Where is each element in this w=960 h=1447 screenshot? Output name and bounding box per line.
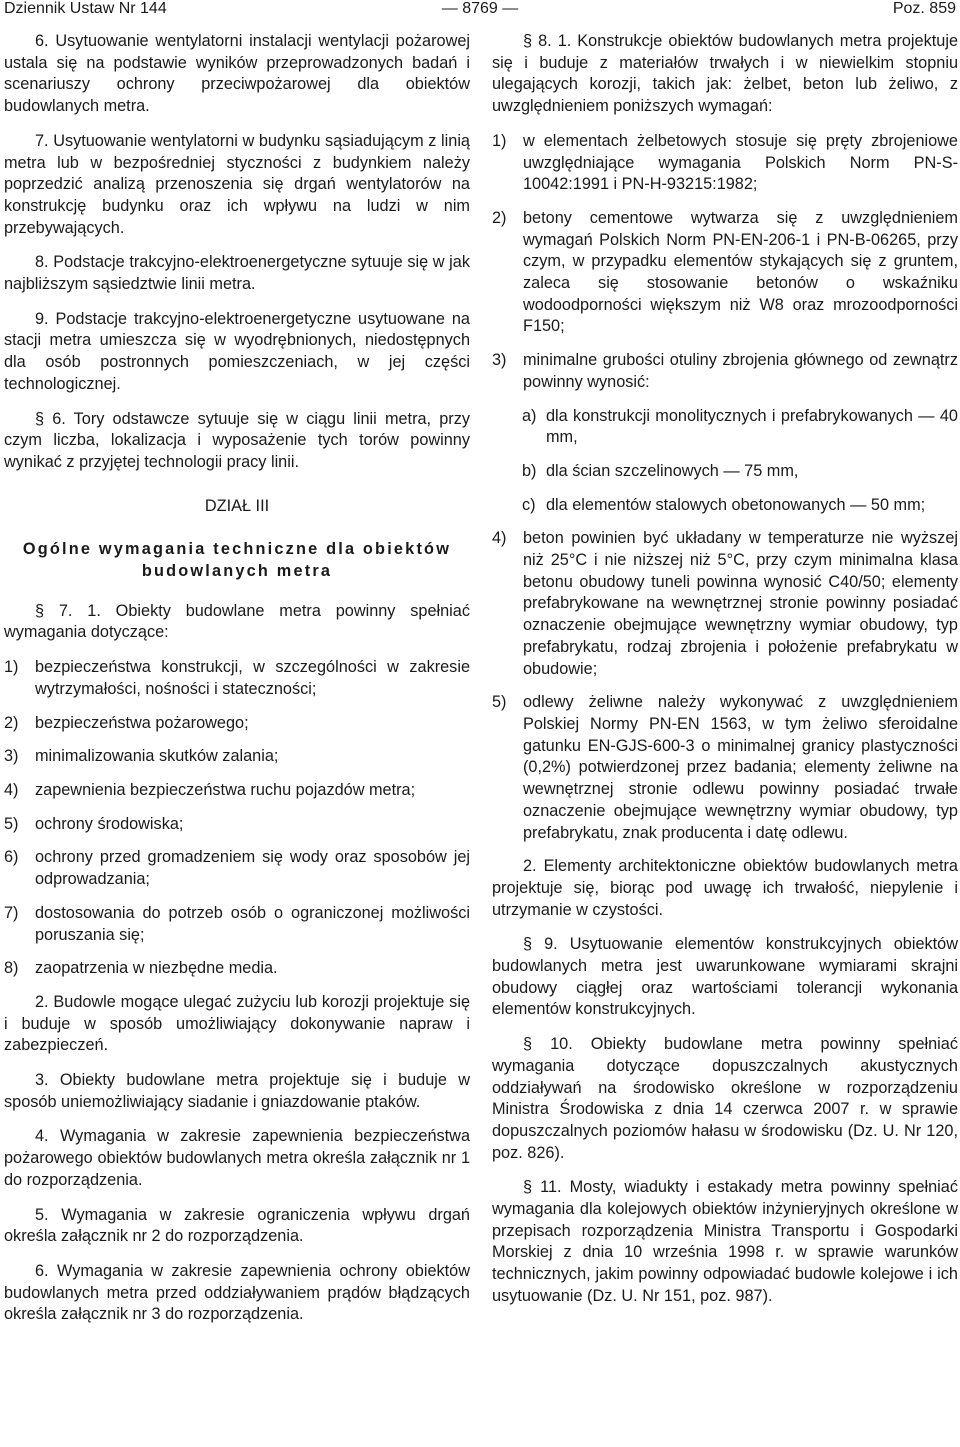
section-7-4: 4. Wymagania w zakresie zapewnienia bezpieczeństwa pożarowego obiektów budowlanych metra określa załącznik nr 1 do rozporządzenia. (4, 1127, 470, 1189)
sub-list-item-text: dla konstrukcji monolitycznych i prefabrykowanych — 40 mm, (546, 406, 958, 447)
list-item-number: 3) (4, 747, 19, 766)
list-item-number: 7) (4, 903, 19, 922)
list-item-text: bezpieczeństwa pożarowego; (35, 713, 249, 732)
section-7-1: § 7. 1. Obiekty budowlane metra powinny spełniać wymagania dotyczące: (4, 601, 470, 642)
list-item-text: bezpieczeństwa konstrukcji, w szczególności w zakresie wytrzymałości, nośności i stateczności; (35, 658, 470, 698)
list-item-text: ochrony środowiska; (35, 814, 184, 833)
list-item-text: zaopatrzenia w niezbędne media. (35, 959, 278, 978)
list-item-text: betony cementowe wytwarza się z uwzględnieniem wymagań Polskich Norm PN-EN-206-1 i PN-B-06265, przy czym, w przypadku elementów stykających się z gruntem, zaleca się stosowanie betonów o wskaźniku wodoodporności większym niż W8 oraz mrozoodporności F150; (523, 208, 958, 336)
section-11: § 11. Mosty, wiadukty i estakady metra powinny spełniać wymagania dla kolejowych obiektów inżynieryjnych określone w przepisach rozporządzenia Ministra Transportu i Gospodarki Morskiej z dnia 10 września 1998 r. w sprawie warunków technicznych, jakim powinny odpowiadać budowle kolejowe i ich usytuowanie (Dz. U. Nr 151, poz. 987). (492, 1178, 958, 1305)
sub-list-item-letter: a) (522, 406, 537, 425)
list-item (4, 958, 470, 980)
section-8-1: § 8. 1. Konstrukcje obiektów budowlanych metra projektuje się i buduje z materiałów trwałych i w niewielkim stopniu ulegających korozji, takich jak: żelbet, beton lub żeliwo, z uwzględnieniem poniższych wymagań: (492, 32, 958, 116)
list-item (492, 350, 958, 393)
paragraph-9: 9. Podstacje trakcyjno-elektroenergetyczne usytuowane na stacji metra umieszcza się w wyodrębnionych, niedostępnych dla osób postronnych pomieszczeniach, w jej części technologicznej. (4, 309, 470, 393)
page-number: — 8769 — (441, 0, 519, 17)
section-10: § 10. Obiekty budowlane metra powinny spełniać wymagania dotyczące dopuszczalnych akustycznych oddziaływań na środowisko określone w rozporządzeniu Ministra Środowiska z dnia 14 czerwca 2007 r. w sprawie dopuszczalnych poziomów hałasu w środowisku (Dz. U. Nr 120, poz. 826). (492, 1035, 958, 1162)
journal-title: Dziennik Ustaw Nr 144 (4, 0, 167, 17)
position-number: Poz. 859 (892, 0, 956, 17)
list-item-text: odlewy żeliwne należy wykonywać z uwzględnieniem Polskiej Normy PN-EN 1563, w tym żeliwo sferoidalne gatunku EN-GJS-600-3 o minimalnej granicy plastyczności (0,2%) potwierdzonej przez badania; elementy żeliwne na wewnętrznej stronie odlewu powinny posiadać trwałe oznaczenie obejmujące wewnętrzny wymiar obudowy, typ prefabrykatu, znak producenta i datę odlewu. (523, 693, 958, 842)
sub-list-item (492, 495, 958, 517)
sub-list-item-text: dla elementów stalowych obetonowanych — 50 mm; (546, 495, 926, 514)
sub-list-item (492, 461, 958, 483)
list-item-text: minimalizowania skutków zalania; (35, 747, 279, 766)
section-8-2: 2. Elementy architektoniczne obiektów budowlanych metra projektuje się, biorąc pod uwagę ich trwałość, niepylenie i utrzymanie w czystości. (492, 857, 958, 919)
list-item-number: 6) (4, 848, 19, 867)
list-item (4, 780, 470, 802)
list-item-text: zapewnienia bezpieczeństwa ruchu pojazdów metra; (35, 780, 416, 799)
paragraph-8: 8. Podstacje trakcyjno-elektroenergetyczne sytuuje się w jak najbliższym sąsiedztwie linii metra. (4, 253, 470, 294)
list-item-number: 2) (4, 713, 19, 732)
list-item (492, 208, 958, 338)
list-item-text: w elementach żelbetowych stosuje się pręty zbrojeniowe uwzględniające wymagania Polskich Norm PN-S-10042:1991 i PN-H-93215:1982; (523, 131, 958, 194)
left-column (4, 31, 470, 1326)
section-7-6: 6. Wymagania w zakresie zapewnienia ochrony obiektów budowlanych metra przed oddziaływaniem prądów błądzących określa załącznik nr 3 do rozporządzenia. (4, 1261, 470, 1324)
list-item-text: beton powinien być układany w temperaturze nie wyższej niż 25°C i nie niższej niż 5°C, przy czym minimalna klasa betonu obudowy tuneli powinna wynosić C40/50; elementy prefabrykowane na wewnętrznej stronie powinny posiadać oznaczenie obejmujące wewnętrzny wymiar obudowy, typ prefabrykatu, rodzaj zbrojenia i położenie prefabrykatu w obudowie; (523, 529, 958, 678)
right-column (492, 31, 958, 1308)
list-item (4, 847, 470, 890)
list-item (492, 528, 958, 680)
section-7-5: 5. Wymagania w zakresie ograniczenia wpływu drgań określa załącznik nr 2 do rozporządzenia. (4, 1205, 470, 1246)
paragraph-6: 6. Usytuowanie wentylatorni instalacji wentylacji pożarowej ustala się na podstawie wyników przeprowadzonych badań i scenariuszy ochrony przeciwpożarowej dla obiektów budowlanych metra. (4, 32, 470, 116)
list-item (4, 713, 470, 735)
section-7-2: 2. Budowle mogące ulegać zużyciu lub korozji projektuje się i buduje w sposób umożliwiający dokonywanie napraw i zabezpieczeń. (4, 992, 470, 1055)
section-7-3: 3. Obiekty budowlane metra projektuje się i buduje w sposób uniemożliwiający siadanie i gniazdowanie ptaków. (4, 1071, 470, 1111)
list-item-number: 2) (492, 208, 507, 227)
list-item-number: 4) (4, 780, 19, 799)
list-item-number: 8) (4, 959, 19, 978)
list-item-number: 3) (492, 351, 507, 370)
list-item-number: 5) (492, 693, 507, 712)
page-header (4, 0, 956, 18)
sub-list-item-letter: b) (522, 461, 537, 480)
list-item-text: minimalne grubości otuliny zbrojenia głównego od zewnątrz powinny wynosić: (523, 351, 958, 391)
list-item (4, 903, 470, 946)
list-item-number: 4) (492, 529, 507, 548)
division-heading: DZIAŁ III (204, 496, 270, 515)
list-item-number: 5) (4, 814, 19, 833)
sub-list-item-text: dla ścian szczelinowych — 75 mm, (546, 461, 799, 480)
list-item-text: dostosowania do potrzeb osób o ograniczonej możliwości poruszania się; (35, 903, 470, 944)
sub-list-item (492, 406, 958, 449)
paragraph-7: 7. Usytuowanie wentylatorni w budynku sąsiadującym z linią metra lub w bezpośredniej styczności z budynkiem należy poprzedzić analizą przenoszenia się drgań wentylatorów na konstrukcję budynku oraz ich wpływu na ludzi w nim przebywających. (4, 131, 470, 237)
list-item-number: 1) (4, 658, 19, 677)
list-item (4, 814, 470, 836)
sub-list-item-letter: c) (522, 495, 536, 514)
list-item (4, 746, 470, 768)
list-item (492, 131, 958, 196)
section-6: § 6. Tory odstawcze sytuuje się w ciągu linii metra, przy czym liczba, lokalizacja i wyposażenie tych torów powinny wynikać z przyjętej technologii pracy linii. (4, 409, 470, 471)
list-item-number: 1) (492, 131, 507, 150)
list-item-text: ochrony przed gromadzeniem się wody oraz sposobów jej odprowadzania; (35, 848, 470, 889)
list-item (4, 657, 470, 700)
section-9: § 9. Usytuowanie elementów konstrukcyjnych obiektów budowlanych metra jest uwarunkowane wymiarami skrajni obudowy ciągłej oraz wartościami tolerancji wykonania elementów konstrukcyjnych. (492, 935, 958, 1019)
list-item (492, 692, 958, 844)
chapter-title: Ogólne wymagania techniczne dla obiektów budowlanych metra (22, 540, 452, 581)
